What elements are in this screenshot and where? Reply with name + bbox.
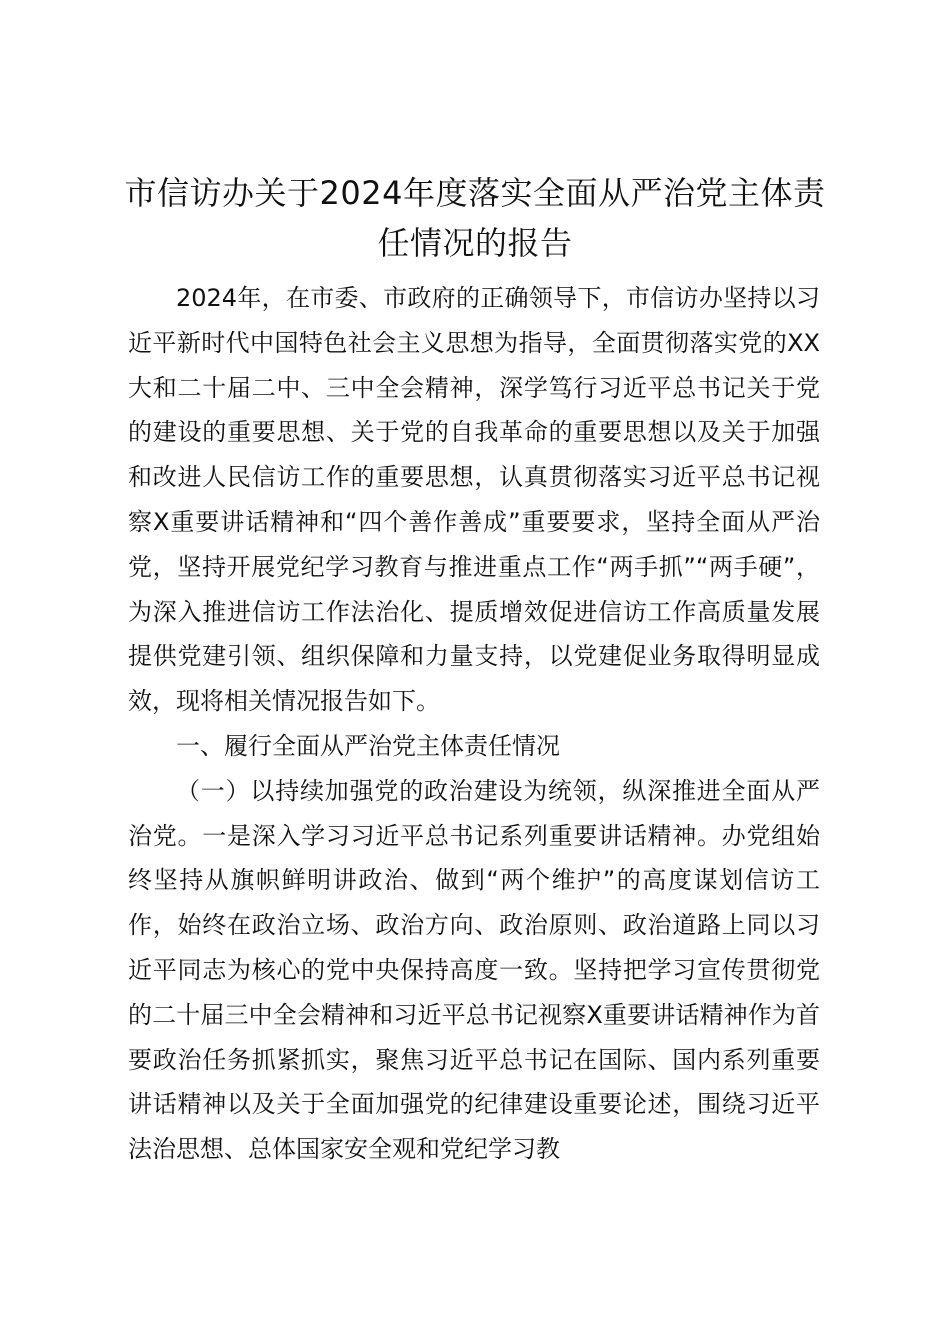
document-body (128, 276, 820, 1172)
intro-paragraph: 2024年，在市委、市政府的正确领导下，市信访办坚持以习近平新时代中国特色社会主义思想为指导，全面贯彻落实党的XX大和二十届二中、三中全会精神，深学笃行习近平总书记关于党的建设的重要思想、关于党的自我革命的重要思想以及关于加强和改进人民信访工作的重要思想，认真贯彻落实习近平总书记视察X重要讲话精神和“四个善作善成”重要要求，坚持全面从严治党，坚持开展党纪学习教育与推进重点工作“两手抓”“两手硬”，为深入推进信访工作法治化、提质增效促进信访工作高质量发展提供党建引领、组织保障和力量支持，以党建促业务取得明显成效，现将相关情况报告如下。 (128, 284, 820, 716)
document-title: 市信访办关于2024年度落实全面从严治党主体责任情况的报告 (124, 174, 826, 262)
section-paragraph: （一）以持续加强党的政治建设为统领，纵深推进全面从严治党。一是深入学习习近平总书记系列重要讲话精神。办党组始终坚持从旗帜鲜明讲政治、做到“两个维护”的高度谋划信访工作，始终在政治立场、政治方向、政治原则、政治道路上同以习近平同志为核心的党中央保持高度一致。坚持把学习宣传贯彻党的二十届三中全会精神和习近平总书记视察X重要讲话精神作为首要政治任务抓紧抓实，聚焦习近平总书记在国际、国内系列重要讲话精神以及关于全面加强党的纪律建设重要论述，围绕习近平法治思想、总体国家安全观和党纪学习教 (128, 776, 820, 1164)
section-heading: 一、履行全面从严治党主体责任情况 (176, 731, 560, 760)
